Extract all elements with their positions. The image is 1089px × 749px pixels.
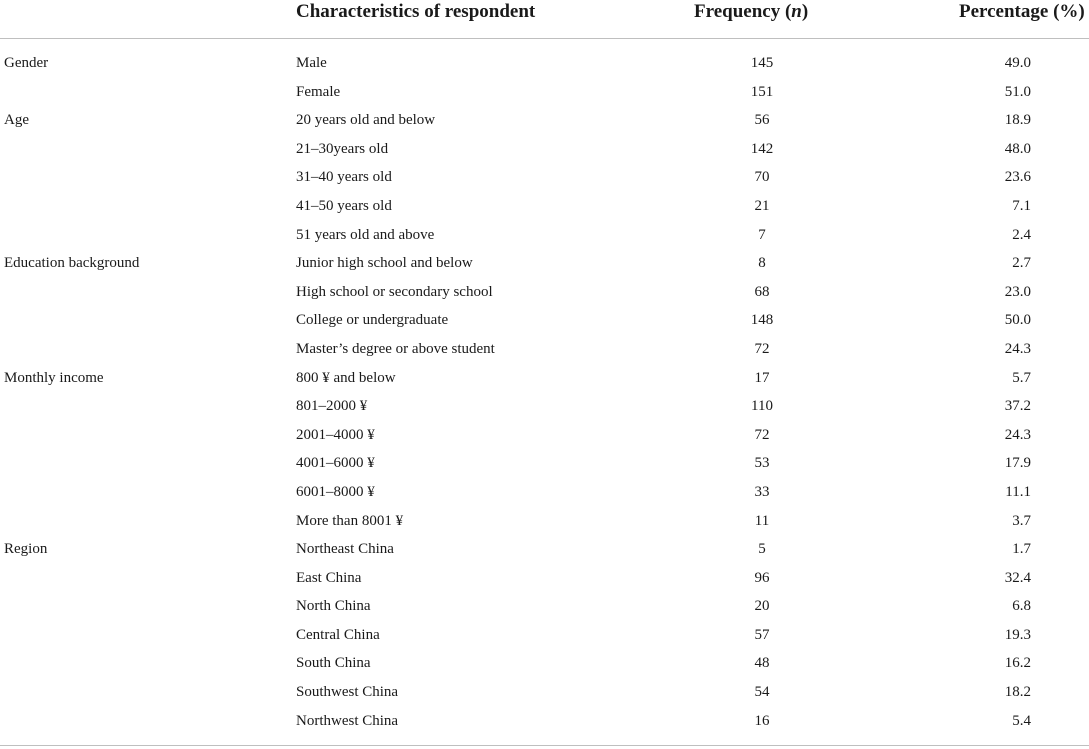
table-row	[0, 192, 1089, 221]
characteristic-cell: 41–50 years old	[296, 197, 392, 214]
frequency-cell: 151	[750, 83, 774, 100]
frequency-cell: 145	[750, 55, 774, 71]
percentage-cell: 50.0	[1004, 312, 1031, 329]
table-row	[0, 306, 1089, 335]
frequency-cell: 142	[750, 140, 774, 157]
table-row	[0, 392, 1089, 421]
table-row	[0, 335, 1089, 364]
characteristic-cell: 801–2000 ¥	[296, 398, 368, 415]
table-row	[0, 78, 1089, 107]
characteristic-cell: 21–30years old	[296, 140, 389, 157]
frequency-cell: 56	[754, 112, 770, 129]
header-frequency-text: Frequency (	[694, 1, 792, 22]
characteristic-cell: College or undergraduate	[296, 312, 449, 329]
percentage-cell: 16.2	[1004, 655, 1031, 672]
table-row	[0, 478, 1089, 507]
percentage-cell: 37.2	[1004, 398, 1031, 415]
table-row	[0, 49, 1089, 78]
percentage-cell: 6.8	[1012, 598, 1031, 615]
characteristic-cell: 6001–8000 ¥	[296, 483, 375, 500]
characteristic-cell: 800 ¥ and below	[296, 369, 396, 386]
percentage-cell: 51.0	[1004, 83, 1031, 100]
percentage-cell: 49.0	[1004, 55, 1031, 71]
percentage-cell: 23.0	[1004, 283, 1031, 300]
table-row	[0, 421, 1089, 450]
characteristic-cell: Master’s degree or above student	[296, 340, 495, 357]
percentage-cell: 2.7	[1012, 255, 1031, 272]
characteristic-cell: Female	[296, 83, 341, 100]
table-row	[0, 535, 1089, 564]
percentage-cell: 48.0	[1004, 140, 1031, 157]
characteristic-cell: Southwest China	[296, 684, 399, 701]
table-row	[0, 364, 1089, 393]
characteristic-cell: Northeast China	[296, 541, 394, 558]
frequency-cell: 110	[751, 398, 773, 415]
percentage-cell: 7.1	[1012, 197, 1031, 214]
percentage-cell: 18.9	[1004, 112, 1031, 129]
table-body	[0, 49, 1089, 735]
percentage-cell: 5.7	[1012, 369, 1031, 386]
percentage-cell: 5.4	[1012, 712, 1031, 729]
frequency-cell: 70	[754, 169, 770, 186]
table-row	[0, 621, 1089, 650]
percentage-cell: 23.6	[1004, 169, 1031, 186]
frequency-cell: 72	[754, 340, 770, 357]
table-row	[0, 678, 1089, 707]
table-row	[0, 707, 1089, 736]
percentage-cell: 24.3	[1004, 426, 1031, 443]
table-row	[0, 163, 1089, 192]
frequency-cell: 68	[754, 283, 770, 300]
percentage-cell: 3.7	[1012, 512, 1031, 529]
table-row	[0, 649, 1089, 678]
table-row	[0, 592, 1089, 621]
characteristic-cell: 51 years old and above	[296, 226, 435, 243]
percentage-cell: 17.9	[1004, 455, 1031, 472]
characteristic-cell: East China	[296, 569, 362, 586]
frequency-cell: 20	[754, 598, 770, 615]
percentage-cell: 32.4	[1004, 569, 1031, 586]
percentage-cell: 19.3	[1004, 626, 1031, 643]
frequency-cell: 72	[754, 426, 770, 443]
characteristic-cell: Northwest China	[296, 712, 399, 729]
percentage-cell: 1.7	[1012, 541, 1031, 558]
table-row	[0, 449, 1089, 478]
table-row	[0, 135, 1089, 164]
category-cell: Gender	[4, 55, 49, 71]
table-row	[0, 221, 1089, 250]
percentage-cell: 2.4	[1012, 226, 1031, 243]
frequency-cell: 96	[754, 569, 770, 586]
category-cell: Region	[4, 541, 48, 558]
frequency-cell: 11	[754, 512, 770, 529]
frequency-cell: 148	[750, 312, 774, 329]
characteristic-cell: 20 years old and below	[296, 112, 436, 129]
frequency-cell: 48	[754, 655, 770, 672]
characteristic-cell: Male	[296, 55, 327, 71]
characteristic-cell: Junior high school and below	[296, 255, 473, 272]
category-cell: Monthly income	[4, 369, 104, 386]
header-percentage: Percentage (%)	[959, 1, 1085, 22]
frequency-cell: 8	[758, 255, 766, 272]
table-row	[0, 249, 1089, 278]
header-frequency	[694, 0, 808, 24]
header-characteristics: Characteristics of respondent	[296, 1, 536, 22]
percentage-cell: 18.2	[1004, 684, 1031, 701]
frequency-cell: 5	[758, 541, 766, 558]
percentage-cell: 24.3	[1004, 340, 1031, 357]
characteristic-cell: More than 8001 ¥	[296, 512, 404, 529]
characteristic-cell: North China	[296, 598, 371, 615]
header-divider	[0, 38, 1089, 39]
characteristic-cell: High school or secondary school	[296, 283, 493, 300]
characteristic-cell: Central China	[296, 626, 380, 643]
header-frequency-n: n	[791, 1, 802, 22]
table-row	[0, 564, 1089, 593]
table-row	[0, 507, 1089, 536]
frequency-cell: 21	[754, 197, 770, 214]
characteristic-cell: 31–40 years old	[296, 169, 392, 186]
table-row	[0, 278, 1089, 307]
table-bottom-rule	[0, 745, 1089, 746]
frequency-cell: 54	[754, 684, 770, 701]
characteristic-cell: South China	[296, 655, 371, 672]
frequency-cell: 7	[758, 226, 766, 243]
frequency-cell: 33	[754, 483, 770, 500]
category-cell: Education background	[4, 255, 140, 272]
frequency-cell: 53	[754, 455, 770, 472]
frequency-cell: 57	[754, 626, 770, 643]
frequency-cell: 16	[754, 712, 770, 729]
header-frequency-close: )	[801, 1, 809, 22]
frequency-cell: 17	[754, 369, 770, 386]
category-cell: Age	[4, 112, 29, 129]
percentage-cell: 11.1	[1005, 483, 1031, 500]
characteristic-cell: 4001–6000 ¥	[296, 455, 375, 472]
table-row	[0, 106, 1089, 135]
characteristic-cell: 2001–4000 ¥	[296, 426, 375, 443]
